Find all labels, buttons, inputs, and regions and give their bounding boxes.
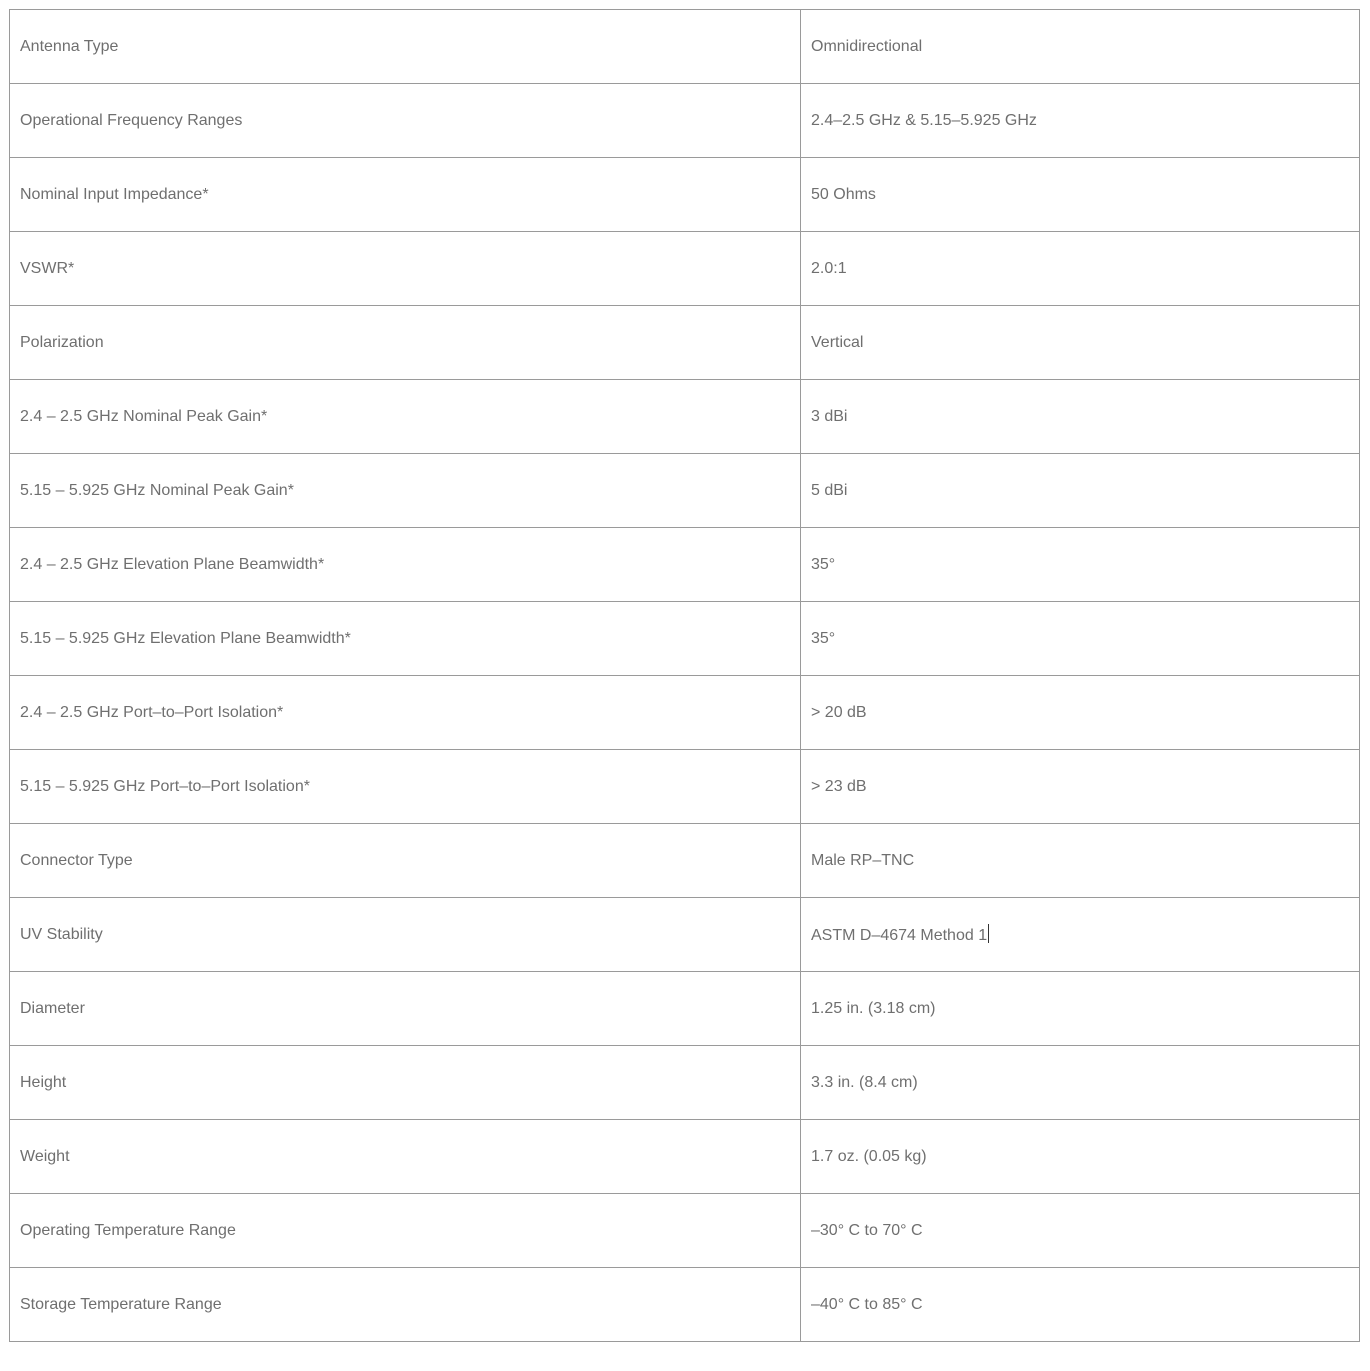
spec-label: UV Stability (10, 898, 801, 972)
antenna-spec-table (9, 9, 1360, 1342)
spec-label: 5.15 – 5.925 GHz Nominal Peak Gain* (10, 454, 801, 528)
spec-value[interactable]: Omnidirectional (801, 10, 1360, 84)
spec-label: VSWR* (10, 232, 801, 306)
spec-row-height (10, 1046, 1360, 1120)
spec-value[interactable]: 3 dBi (801, 380, 1360, 454)
spec-value[interactable]: > 23 dB (801, 750, 1360, 824)
spec-value-cell-editing[interactable] (801, 898, 1360, 972)
spec-row-operating-temp (10, 1194, 1360, 1268)
spec-row-24-beamwidth (10, 528, 1360, 602)
spec-value[interactable]: Vertical (801, 306, 1360, 380)
spec-value[interactable]: > 20 dB (801, 676, 1360, 750)
spec-row-uv-stability (10, 898, 1360, 972)
spec-label: Storage Temperature Range (10, 1268, 801, 1342)
spec-value[interactable]: 1.25 in. (3.18 cm) (801, 972, 1360, 1046)
spec-row-weight (10, 1120, 1360, 1194)
spec-value[interactable]: ASTM D–4674 Method 1 (811, 927, 988, 944)
spec-value[interactable]: 2.4–2.5 GHz & 5.15–5.925 GHz (801, 84, 1360, 158)
spec-value[interactable]: 35° (801, 602, 1360, 676)
spec-label: Height (10, 1046, 801, 1120)
spec-value[interactable]: 1.7 oz. (0.05 kg) (801, 1120, 1360, 1194)
text-cursor (988, 924, 989, 943)
spec-value[interactable]: 50 Ohms (801, 158, 1360, 232)
spec-value[interactable]: 5 dBi (801, 454, 1360, 528)
spec-row-storage-temp (10, 1268, 1360, 1342)
spec-label: Nominal Input Impedance* (10, 158, 801, 232)
spec-row-antenna-type (10, 10, 1360, 84)
spec-row-input-impedance (10, 158, 1360, 232)
spec-value[interactable]: –40° C to 85° C (801, 1268, 1360, 1342)
spec-row-connector-type (10, 824, 1360, 898)
spec-label: 5.15 – 5.925 GHz Port–to–Port Isolation* (10, 750, 801, 824)
spec-label: 2.4 – 2.5 GHz Nominal Peak Gain* (10, 380, 801, 454)
spec-label: Antenna Type (10, 10, 801, 84)
spec-label: Operational Frequency Ranges (10, 84, 801, 158)
spec-value[interactable]: 3.3 in. (8.4 cm) (801, 1046, 1360, 1120)
spec-row-24-peak-gain (10, 380, 1360, 454)
spec-row-frequency-ranges (10, 84, 1360, 158)
spec-row-polarization (10, 306, 1360, 380)
spec-label: Operating Temperature Range (10, 1194, 801, 1268)
spec-label: Weight (10, 1120, 801, 1194)
spec-row-5-peak-gain (10, 454, 1360, 528)
spec-label: 5.15 – 5.925 GHz Elevation Plane Beamwidth* (10, 602, 801, 676)
spec-value[interactable]: 35° (801, 528, 1360, 602)
spec-row-24-isolation (10, 676, 1360, 750)
spec-label: Diameter (10, 972, 801, 1046)
spec-row-vswr (10, 232, 1360, 306)
spec-label: Polarization (10, 306, 801, 380)
spec-label: 2.4 – 2.5 GHz Elevation Plane Beamwidth* (10, 528, 801, 602)
spec-row-5-beamwidth (10, 602, 1360, 676)
spec-label: 2.4 – 2.5 GHz Port–to–Port Isolation* (10, 676, 801, 750)
spec-value[interactable]: Male RP–TNC (801, 824, 1360, 898)
spec-row-diameter (10, 972, 1360, 1046)
spec-row-5-isolation (10, 750, 1360, 824)
spec-value[interactable]: –30° C to 70° C (801, 1194, 1360, 1268)
spec-value[interactable]: 2.0:1 (801, 232, 1360, 306)
spec-label: Connector Type (10, 824, 801, 898)
